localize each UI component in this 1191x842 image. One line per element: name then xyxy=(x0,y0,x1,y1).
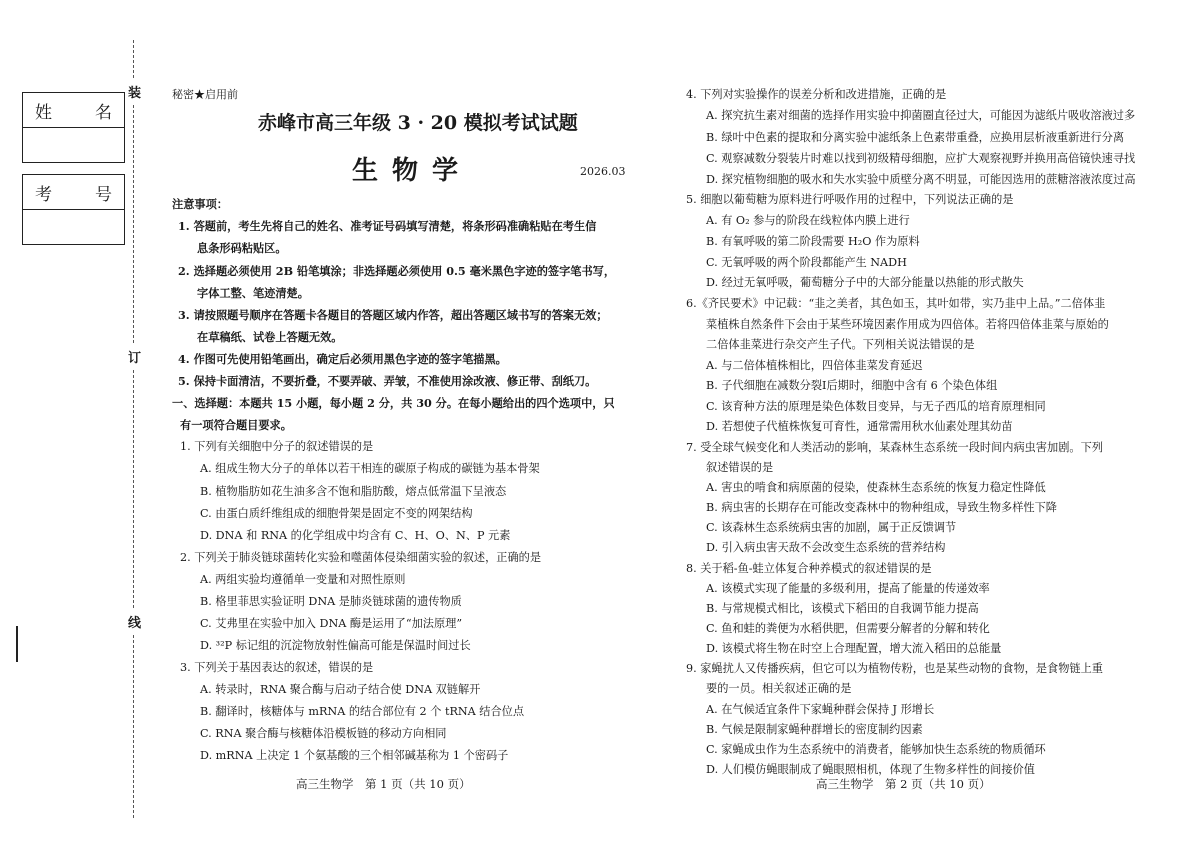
secret-label: 秘密★启用前 xyxy=(172,88,238,101)
bind-char-xian: 线 xyxy=(128,610,141,633)
left-text-line: D. DNA 和 RNA 的化学组成中均含有 C、H、O、N、P 元素 xyxy=(200,529,511,542)
bind-char-ding: 订 xyxy=(128,345,141,368)
right-text-line: B. 病虫害的长期存在可能改变森林中的物种组成，导致生物多样性下降 xyxy=(706,501,1057,514)
right-text-line: 6.《齐民要术》中记载：“韭之美者，其色如玉，其叶如带，实乃韭中上品。”二倍体韭 xyxy=(686,297,1106,310)
right-text-line: 7. 受全球气候变化和人类活动的影响，某森林生态系统一段时间内病虫害加剧。下列 xyxy=(686,441,1103,454)
left-text-line: 1. 下列有关细胞中分子的叙述错误的是 xyxy=(180,440,374,453)
left-text-line: 4. 作图可先使用铅笔画出，确定后必须用黑色字迹的签字笔描黑。 xyxy=(178,352,507,366)
right-text-line: 菜植株自然条件下会由于某些环境因素作用成为四倍体。若将四倍体韭菜与原始的 xyxy=(706,318,1109,331)
right-text-line: B. 绿叶中色素的提取和分离实验中滤纸条上色素带重叠，应换用层析液重新进行分离 xyxy=(706,131,1125,144)
right-text-line: C. 观察减数分裂装片时难以找到初级精母细胞，应扩大观察视野并换用高倍镜快速寻找 xyxy=(706,152,1136,165)
right-text-line: 要的一员。相关叙述正确的是 xyxy=(706,682,852,695)
id-label-left: 考 xyxy=(35,184,52,205)
right-text-line: C. 该育种方法的原理是染色体数目变异，与无子西瓜的培育原理相同 xyxy=(706,400,1046,413)
left-text-line: 3. 下列关于基因表达的叙述，错误的是 xyxy=(180,661,374,674)
bind-char-zhuang: 装 xyxy=(128,80,141,103)
exam-title: 赤峰市高三年级 3 · 20 模拟考试试题 xyxy=(258,112,578,134)
right-text-line: 5. 细胞以葡萄糖为原料进行呼吸作用的过程中，下列说法正确的是 xyxy=(686,193,1014,206)
left-text-line: 有一项符合题目要求。 xyxy=(180,418,292,432)
page-footer-left: 高三生物学 第 1 页（共 10 页） xyxy=(296,777,471,791)
right-text-line: C. 该森林生态系统病虫害的加剧，属于正反馈调节 xyxy=(706,521,957,534)
name-box xyxy=(22,92,125,163)
left-text-line: 2. 选择题必须使用 2B 铅笔填涂；非选择题必须使用 0.5 毫米黑色字迹的签字笔书写， xyxy=(178,264,616,278)
left-text-line: 字体工整、笔迹清楚。 xyxy=(197,286,309,300)
right-text-line: C. 鱼和蛙的粪便为水稻供肥，但需要分解者的分解和转化 xyxy=(706,622,990,635)
left-text-line: B. 翻译时，核糖体与 mRNA 的结合部位有 2 个 tRNA 结合位点 xyxy=(200,705,525,718)
right-text-line: D. 经过无氧呼吸，葡萄糖分子中的大部分能量以热能的形式散失 xyxy=(706,276,1024,289)
name-field[interactable] xyxy=(23,128,124,162)
left-text-line: 5. 保持卡面清洁，不要折叠，不要弄破、弄皱，不准使用涂改液、修正带、刮纸刀。 xyxy=(178,374,597,388)
binding-dashed-line xyxy=(133,40,134,818)
left-text-line: A. 组成生物大分子的单体以若干相连的碳原子构成的碳链为基本骨架 xyxy=(200,462,540,475)
left-text-line: C. 艾弗里在实验中加入 DNA 酶是运用了“加法原理” xyxy=(200,617,463,630)
right-text-line: B. 与常规模式相比，该模式下稻田的自我调节能力提高 xyxy=(706,602,979,615)
name-label-right: 名 xyxy=(95,102,112,123)
right-text-line: 二倍体韭菜进行杂交产生子代。下列相关说法错误的是 xyxy=(706,338,975,351)
right-text-line: A. 在气候适宜条件下家蝇种群会保持 J 形增长 xyxy=(706,703,935,716)
right-text-line: D. 该模式将生物在时空上合理配置，增大流入稻田的总能量 xyxy=(706,642,1002,655)
right-text-line: D. 人们模仿蝇眼制成了蝇眼照相机，体现了生物多样性的间接价值 xyxy=(706,763,1035,776)
right-text-line: D. 探究植物细胞的吸水和失水实验中质壁分离不明显，可能因选用的蔗糖溶液浓度过高 xyxy=(706,173,1136,186)
left-text-line: 在草稿纸、试卷上答题无效。 xyxy=(197,330,343,344)
right-text-line: D. 若想使子代植株恢复可育性，通常需用秋水仙素处理其幼苗 xyxy=(706,420,1013,433)
left-text-line: B. 植物脂肪如花生油多含不饱和脂肪酸，熔点低常温下呈液态 xyxy=(200,485,507,498)
right-text-line: B. 气候是限制家蝇种群增长的密度制约因素 xyxy=(706,723,923,736)
right-text-line: B. 有氧呼吸的第二阶段需要 H₂O 作为原料 xyxy=(706,235,920,248)
name-label-left: 姓 xyxy=(35,102,52,123)
right-text-line: A. 与二倍体植株相比，四倍体韭菜发育延迟 xyxy=(706,359,923,372)
page-footer-right: 高三生物学 第 2 页（共 10 页） xyxy=(816,777,991,791)
left-text-line: A. 两组实验均遵循单一变量和对照性原则 xyxy=(200,573,406,586)
right-text-line: A. 探究抗生素对细菌的选择作用实验中抑菌圈直径过大，可能因为滤纸片吸收溶液过多 xyxy=(706,109,1136,122)
left-text-line: D. mRNA 上决定 1 个氨基酸的三个相邻碱基称为 1 个密码子 xyxy=(200,749,509,762)
right-text-line: A. 害虫的啃食和病原菌的侵染，使森林生态系统的恢复力稳定性降低 xyxy=(706,481,1046,494)
left-text-line: 2. 下列关于肺炎链球菌转化实验和噬菌体侵染细菌实验的叙述，正确的是 xyxy=(180,551,542,564)
right-text-line: B. 子代细胞在减数分裂Ⅰ后期时，细胞中含有 6 个染色体组 xyxy=(706,379,998,392)
margin-mark xyxy=(16,626,18,662)
left-text-line: 息条形码粘贴区。 xyxy=(197,241,287,255)
left-text-line: 1. 答题前，考生先将自己的姓名、准考证号码填写清楚，将条形码准确粘贴在考生信 xyxy=(178,219,597,233)
right-text-line: C. 家蝇成虫作为生态系统中的消费者，能够加快生态系统的物质循环 xyxy=(706,743,1046,756)
left-text-line: C. RNA 聚合酶与核糖体沿模板链的移动方向相同 xyxy=(200,727,447,740)
right-text-line: A. 有 O₂ 参与的阶段在线粒体内膜上进行 xyxy=(706,214,910,227)
right-text-line: 叙述错误的是 xyxy=(706,461,774,474)
exam-date: 2026.03 xyxy=(580,165,626,178)
left-text-line: C. 由蛋白质纤维组成的细胞骨架是固定不变的网架结构 xyxy=(200,507,473,520)
right-text-line: A. 该模式实现了能量的多级利用，提高了能量的传递效率 xyxy=(706,582,990,595)
right-text-line: 9. 家蝇扰人又传播疾病，但它可以为植物传粉，也是某些动物的食物，是食物链上重 xyxy=(686,662,1103,675)
left-text-line: 一、选择题：本题共 15 小题，每小题 2 分，共 30 分。在每小题给出的四个选项中，只 xyxy=(172,396,615,410)
right-text-line: D. 引入病虫害天敌不会改变生态系统的营养结构 xyxy=(706,541,946,554)
id-box xyxy=(22,174,125,245)
id-label-right: 号 xyxy=(95,184,112,205)
exam-number-field[interactable] xyxy=(23,210,124,244)
right-text-line: C. 无氧呼吸的两个阶段都能产生 NADH xyxy=(706,256,907,269)
subject-title: 生物学 xyxy=(352,156,473,186)
right-text-line: 8. 关于稻-鱼-蛙立体复合种养模式的叙述错误的是 xyxy=(686,562,932,575)
left-text-line: B. 格里菲思实验证明 DNA 是肺炎链球菌的遗传物质 xyxy=(200,595,462,608)
left-text-line: 注意事项： xyxy=(172,197,228,211)
left-text-line: 3. 请按照题号顺序在答题卡各题目的答题区域内作答，超出答题区域书写的答案无效； xyxy=(178,308,608,322)
right-text-line: 4. 下列对实验操作的误差分析和改进措施，正确的是 xyxy=(686,88,947,101)
left-text-line: D. ³²P 标记组的沉淀物放射性偏高可能是保温时间过长 xyxy=(200,639,471,652)
left-text-line: A. 转录时，RNA 聚合酶与启动子结合使 DNA 双链解开 xyxy=(200,683,481,696)
